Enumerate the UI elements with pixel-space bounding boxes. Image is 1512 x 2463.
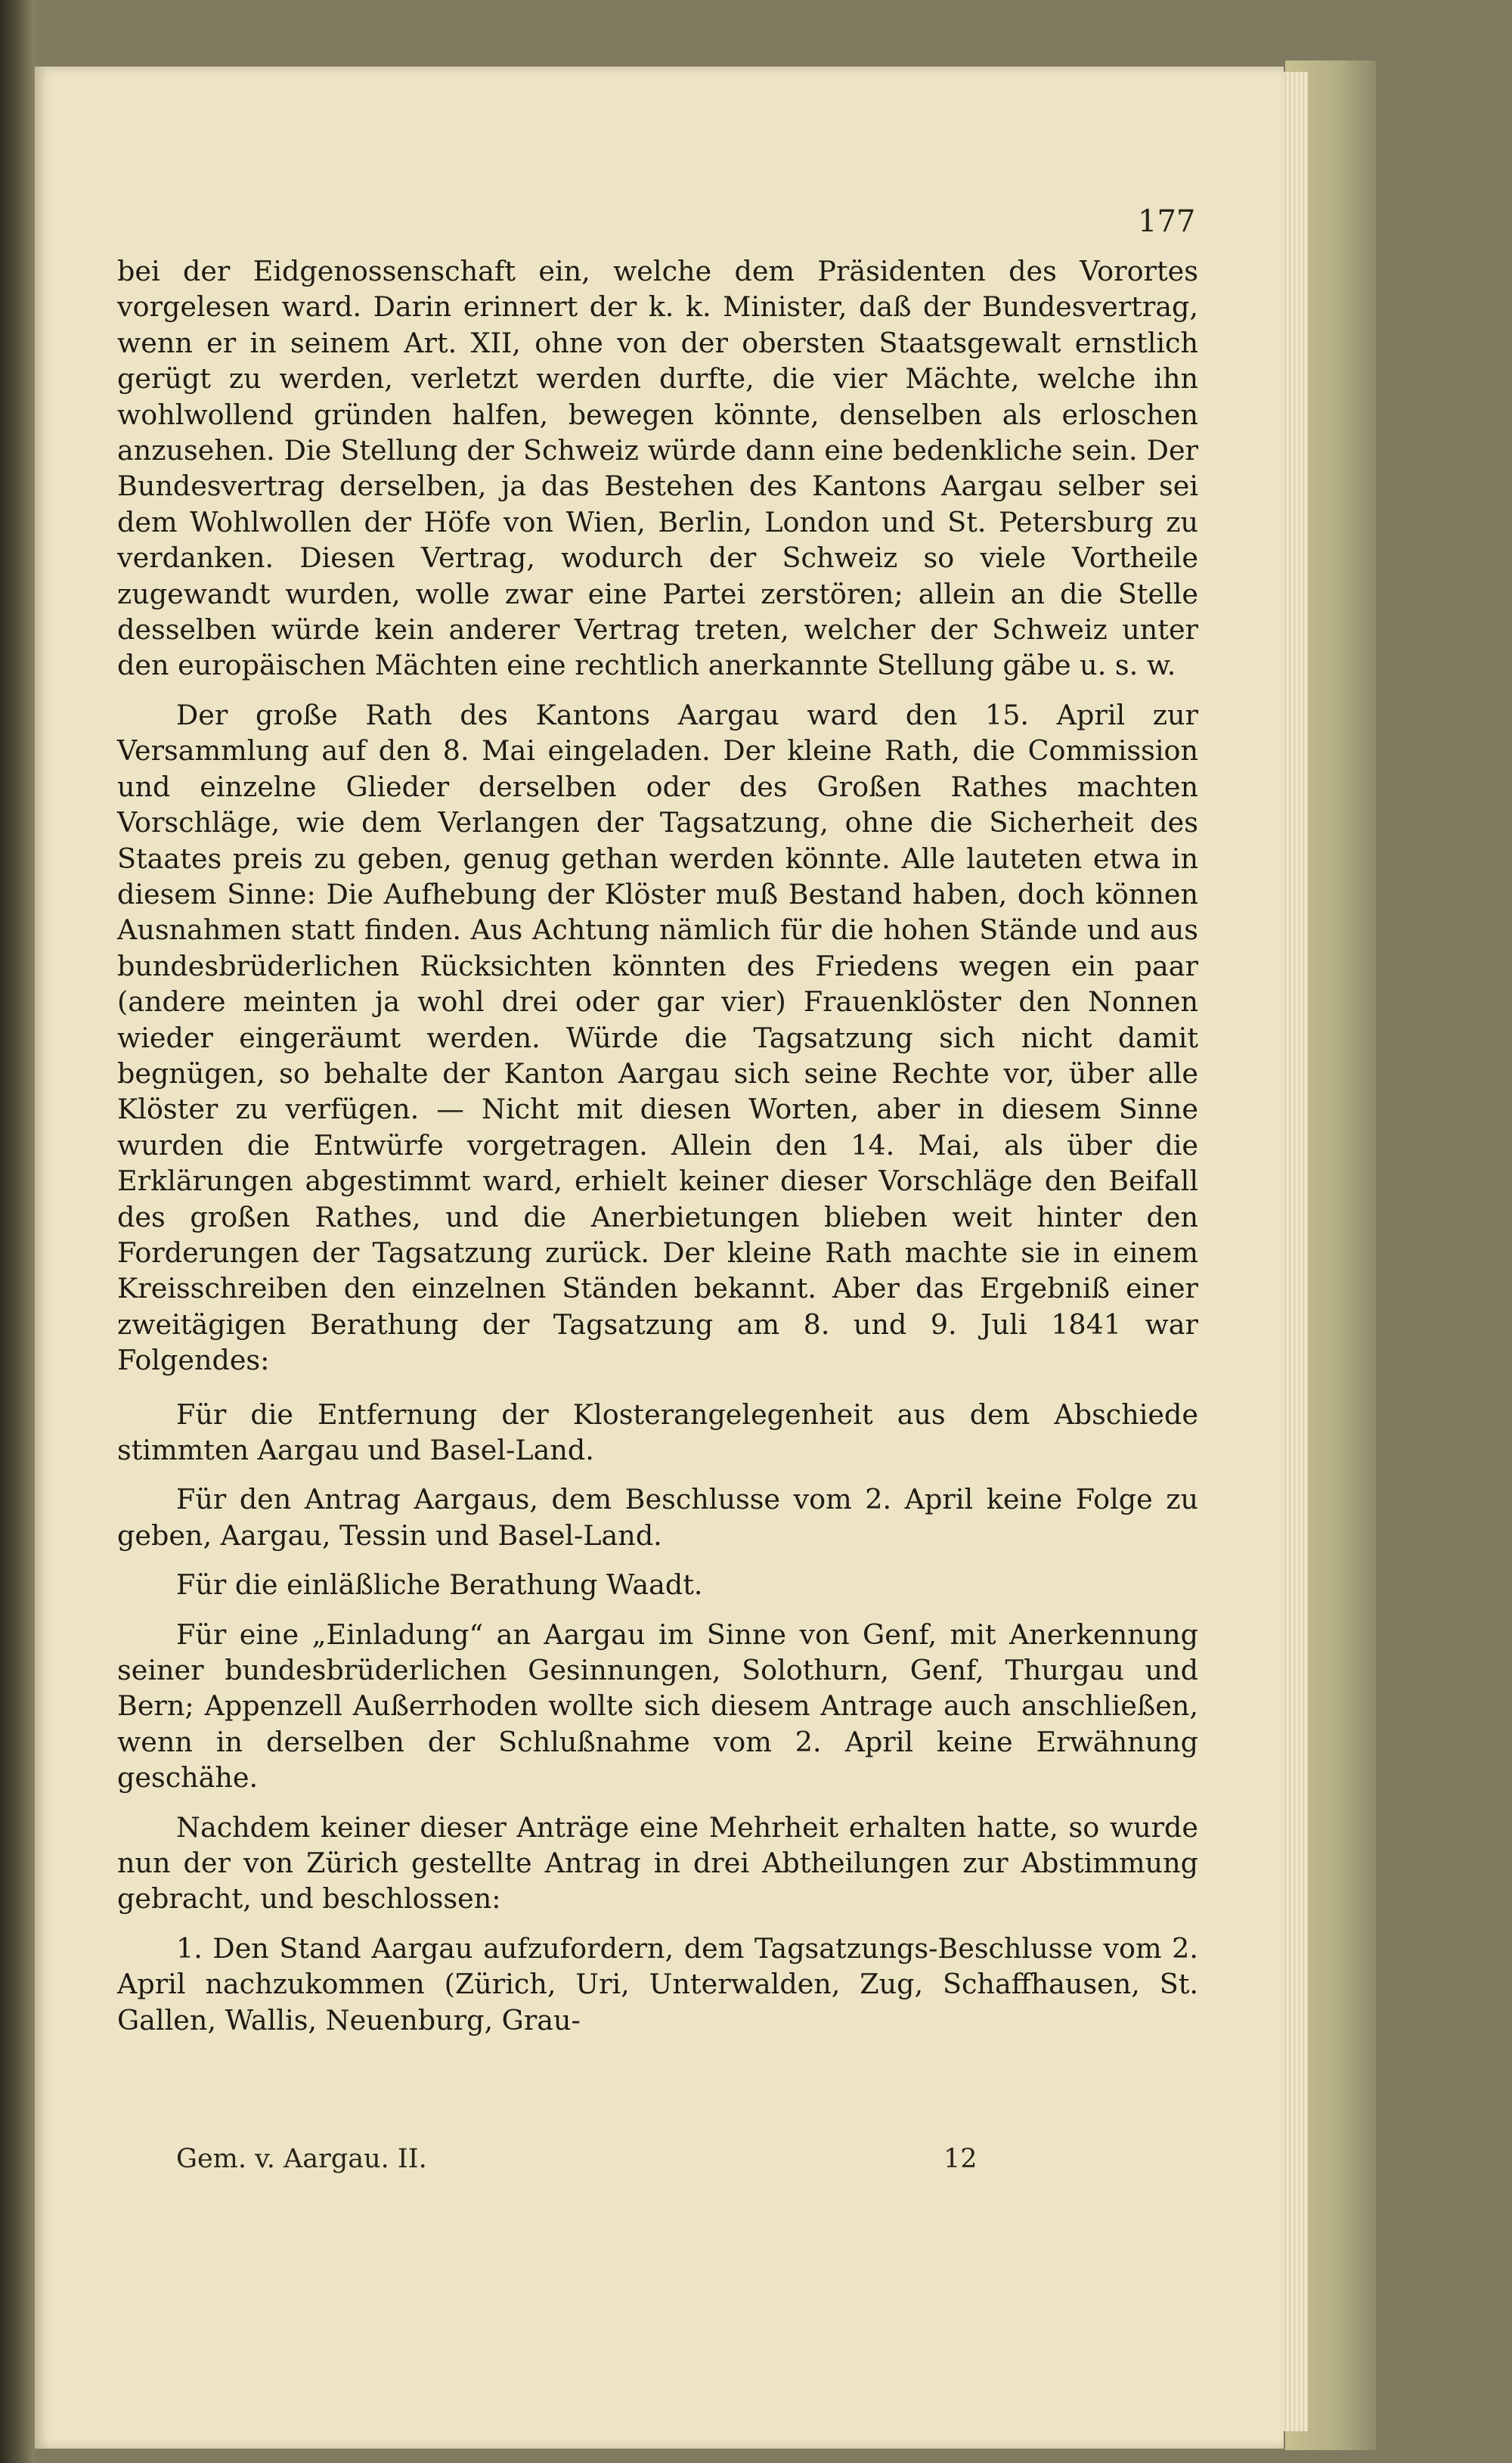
paragraph-6: Für eine „Einladung“ an Aargau im Sinne von Genf, mit Anerkennung seiner bundesbrüderlichen Gesinnungen, Solothurn, Genf, Thurgau und Bern; Appenzell Außerrhoden wollte sich diesem Antrage auch anschließen, wenn in derselben der Schlußnahme vom 2. April keine Erwähnung geschähe. <box>117 1618 1198 1795</box>
paragraph-1: bei der Eidgenossenschaft ein, welche dem Präsidenten des Vorortes vorgelesen ward. Darin erinnert der k. k. Minister, daß der Bundesvertrag, wenn er in seinem Art. XII, ohne von der obersten Staatsgewalt ernstlich gerügt zu werden, verletzt werden durfte, die vier Mächte, welche ihn wohlwollend gründen halfen, bewegen könnte, denselben als erloschen anzusehen. Die Stellung der Schweiz würde dann eine bedenkliche sein. Der Bundesvertrag derselben, ja das Bestehen des Kantons Aargau selber sei dem Wohlwollen der Höfe von Wien, Berlin, London und St. Petersburg zu verdanken. Diesen Vertrag, wodurch der Schweiz so viele Vortheile zugewandt wurden, wolle zwar eine Partei zerstören; allein an die Stelle desselben würde kein anderer Vertrag treten, welcher der Schweiz unter den europäischen Mächten eine rechtlich anerkannte Stellung gäbe u. s. w. <box>117 255 1198 682</box>
paragraph-7: Nachdem keiner dieser Anträge eine Mehrheit erhalten hatte, so wurde nun der von Zürich gestellte Antrag in drei Abtheilungen zur Abstimmung gebracht, und beschlossen: <box>117 1810 1198 1915</box>
paragraph-2: Der große Rath des Kantons Aargau ward den 15. April zur Versammlung auf den 8. Mai eingeladen. Der kleine Rath, die Commission und einzelne Glieder derselben oder des Großen Rathes machten Vorschläge, wie dem Verlangen der Tagsatzung, ohne die Sicherheit des Staates preis zu geben, genug gethan werden könnte. Alle lauteten etwa in diesem Sinne: Die Aufhebung der Klöster muß Bestand haben, doch können Ausnahmen statt finden. Aus Achtung nämlich für die hohen Stände und aus bundesbrüderlichen Rücksichten könnten des Friedens wegen ein paar (andere meinten ja wohl drei oder gar vier) Frauenklöster den Nonnen wieder eingeräumt werden. Würde die Tagsatzung sich nicht damit begnügen, so behalte der Kanton Aargau sich seine Rechte vor, über alle Klöster zu verfügen. — Nicht mit diesen Worten, aber in diesem Sinne wurden die Entwürfe vorgetragen. Allein den 14. Mai, als über die Erklärungen abgestimmt ward, erhielt keiner dieser Vorschläge den Beifall des großen Rathes, und die Anerbietungen blieben weit hinter den Forderungen der Tagsatzung zurück. Der kleine Rath machte sie in einem Kreisschreiben den einzelnen Ständen bekannt. Aber das Ergebniß einer zweitägigen Berathung der Tagsatzung am 8. und 9. Juli 1841 war Folgendes: <box>117 698 1198 1377</box>
paragraph-3: Für die Entfernung der Klosterangelegenheit aus dem Abschiede stimmten Aargau und Basel-Land. <box>117 1397 1198 1466</box>
page-number: 177 <box>1138 204 1196 239</box>
paragraph-8: 1. Den Stand Aargau aufzufordern, dem Tagsatzungs-Beschlusse vom 2. April nachzukommen (Zürich, Uri, Unterwalden, Zug, Schaffhausen, St. Gallen, Wallis, Neuenburg, Grau- <box>117 1931 1198 2036</box>
footer-signature: Gem. v. Aargau. II. <box>176 2144 427 2174</box>
paragraph-5: Für die einläßliche Berathung Waadt. <box>176 1568 703 1602</box>
body-text <box>117 253 1198 2038</box>
footer-sheet-number: 12 <box>943 2144 978 2174</box>
scan-binding-shadow <box>0 0 35 2463</box>
paragraph-4: Für den Antrag Aargaus, dem Beschlusse vom 2. April keine Folge zu geben, Aargau, Tessin und Basel-Land. <box>117 1483 1198 1552</box>
